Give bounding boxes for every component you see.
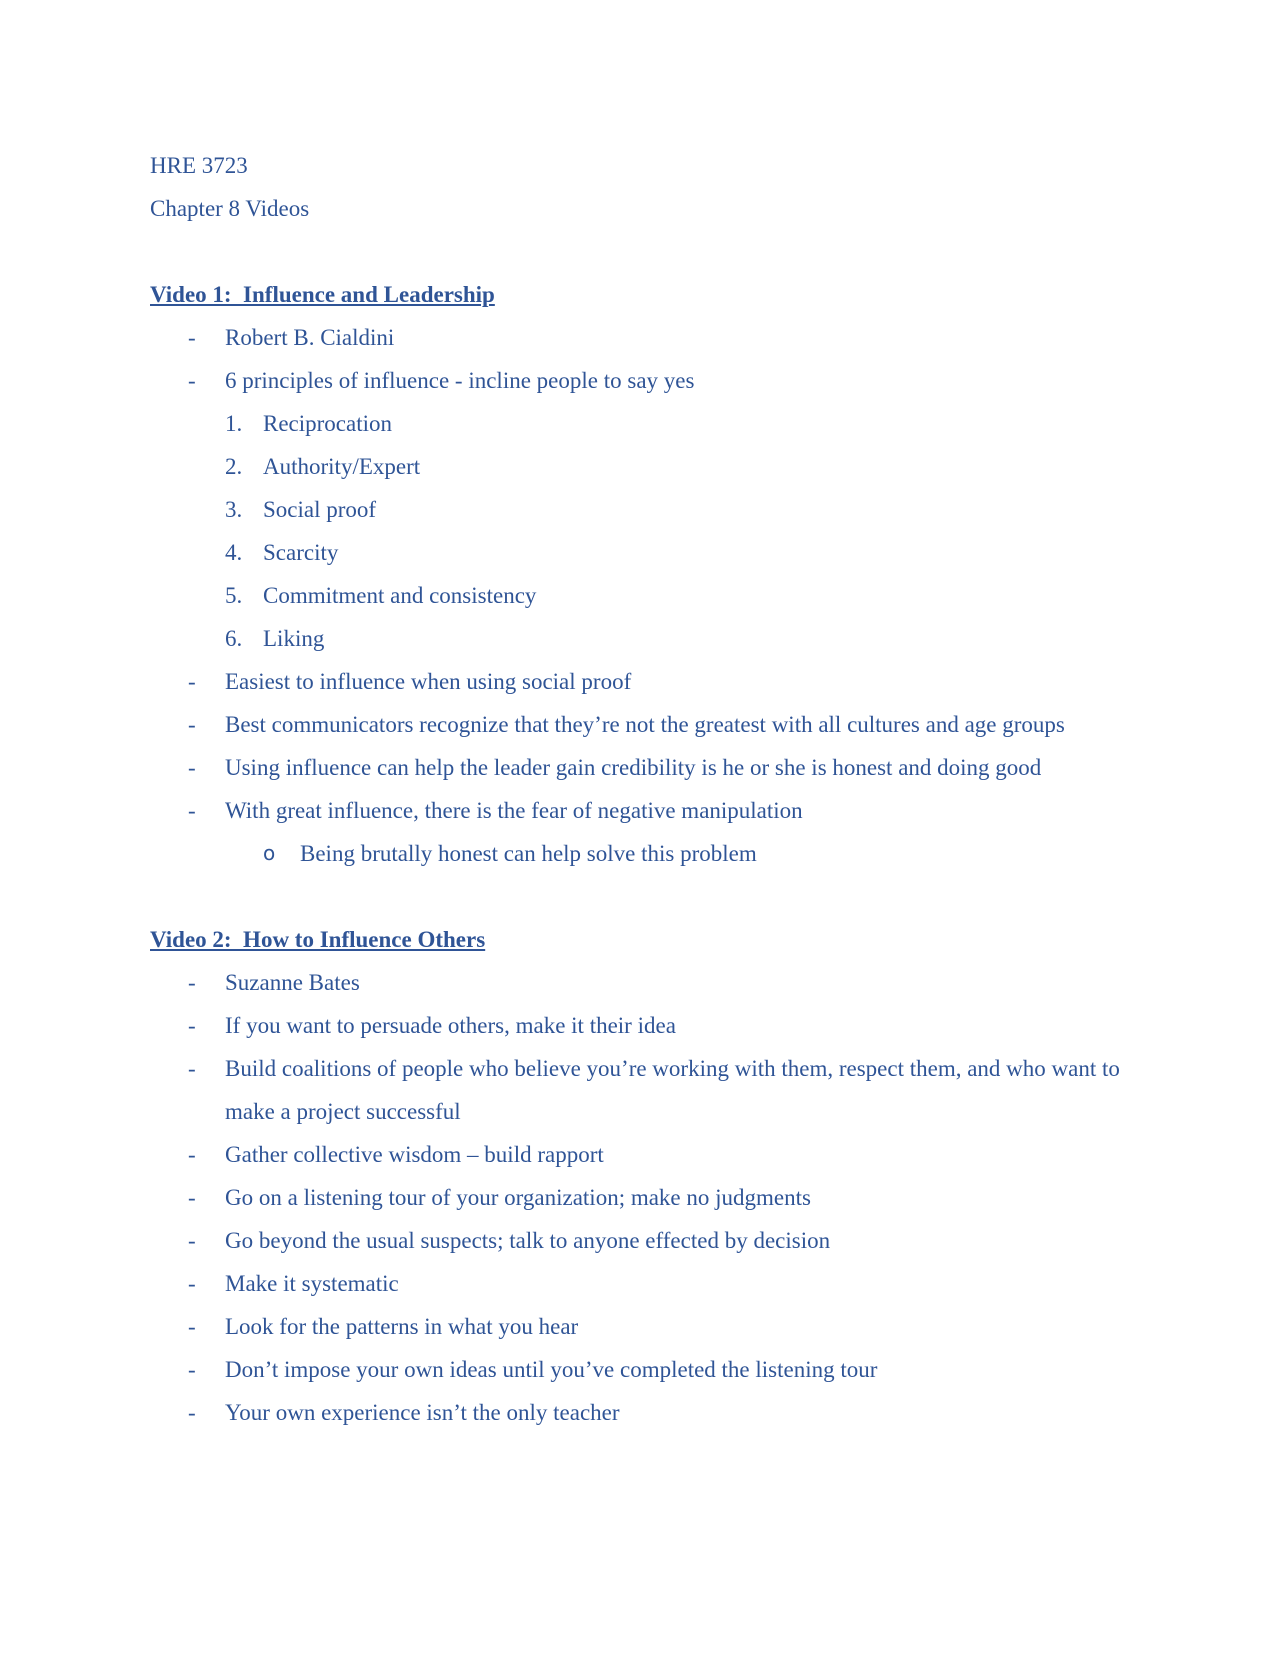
dash-marker: - — [188, 1271, 196, 1296]
list-item — [150, 746, 1130, 789]
list-item — [150, 316, 1130, 359]
principle-text: Social proof — [263, 497, 377, 522]
list-item-text: Best communicators recognize that they’re not the greatest with all cultures and age groups — [225, 712, 1065, 737]
list-item — [150, 359, 1130, 402]
sub-list-item-text: Being brutally honest can help solve this problem — [300, 841, 757, 866]
list-item-text: Don’t impose your own ideas until you’ve completed the listening tour — [225, 1357, 878, 1382]
dash-marker: - — [188, 1142, 196, 1167]
number-marker: 2. — [225, 454, 243, 479]
list-item-text: Go beyond the usual suspects; talk to anyone effected by decision — [225, 1228, 831, 1253]
dash-marker: - — [188, 970, 196, 995]
principle-item — [150, 617, 1130, 660]
circle-bullet-marker: o — [263, 841, 276, 865]
principle-text: Reciprocation — [263, 411, 393, 436]
list-item — [150, 1391, 1130, 1434]
list-item-text: With great influence, there is the fear of negative manipulation — [225, 798, 803, 823]
sub-list-item — [150, 832, 1130, 875]
dash-marker: - — [188, 1400, 196, 1425]
dash-marker: - — [188, 1314, 196, 1339]
number-marker: 6. — [225, 626, 243, 651]
list-item-text: Easiest to influence when using social proof — [225, 669, 632, 694]
chapter-title: Chapter 8 Videos — [150, 196, 310, 221]
list-item — [150, 789, 1130, 832]
principle-text: Liking — [263, 626, 325, 651]
spacer — [150, 230, 1130, 273]
dash-marker: - — [188, 325, 196, 350]
video2-heading: Video 2: How to Influence Others — [150, 927, 486, 952]
dash-marker: - — [188, 1357, 196, 1382]
principle-item — [150, 531, 1130, 574]
list-item — [150, 1047, 1130, 1133]
list-item — [150, 1348, 1130, 1391]
number-marker: 4. — [225, 540, 243, 565]
list-item-text: Suzanne Bates — [225, 970, 360, 995]
principle-item — [150, 488, 1130, 531]
dash-marker: - — [188, 712, 196, 737]
list-item — [150, 1262, 1130, 1305]
list-item — [150, 961, 1130, 1004]
principle-text: Scarcity — [263, 540, 339, 565]
principle-item — [150, 402, 1130, 445]
list-item — [150, 1133, 1130, 1176]
list-item-text: Your own experience isn’t the only teacher — [225, 1400, 620, 1425]
list-item-text: Gather collective wisdom – build rapport — [225, 1142, 604, 1167]
list-item-text: Go on a listening tour of your organization; make no judgments — [225, 1185, 811, 1210]
list-item-text: Robert B. Cialdini — [225, 325, 395, 350]
list-item — [150, 1305, 1130, 1348]
principle-item — [150, 574, 1130, 617]
dash-marker: - — [188, 1013, 196, 1038]
list-item — [150, 703, 1130, 746]
list-item — [150, 1219, 1130, 1262]
principle-text: Authority/Expert — [263, 454, 421, 479]
dash-marker: - — [188, 798, 196, 823]
list-item-text: Look for the patterns in what you hear — [225, 1314, 579, 1339]
principle-item — [150, 445, 1130, 488]
list-item-text: Build coalitions of people who believe you’re working with them, respect them, and who want to make a project successful — [225, 1056, 1120, 1124]
course-code: HRE 3723 — [150, 153, 248, 178]
dash-marker: - — [188, 669, 196, 694]
number-marker: 1. — [225, 411, 243, 436]
spacer — [150, 875, 1130, 918]
list-item-text: If you want to persuade others, make it their idea — [225, 1013, 676, 1038]
list-item — [150, 660, 1130, 703]
list-item-text: Make it systematic — [225, 1271, 399, 1296]
number-marker: 3. — [225, 497, 243, 522]
list-item — [150, 1176, 1130, 1219]
dash-marker: - — [188, 1185, 196, 1210]
document-page — [150, 144, 1130, 1434]
video1-heading: Video 1: Influence and Leadership — [150, 282, 495, 307]
dash-marker: - — [188, 1228, 196, 1253]
number-marker: 5. — [225, 583, 243, 608]
dash-marker: - — [188, 368, 196, 393]
list-item — [150, 1004, 1130, 1047]
principle-text: Commitment and consistency — [263, 583, 537, 608]
dash-marker: - — [188, 755, 196, 780]
dash-marker: - — [188, 1056, 196, 1081]
list-item-text: 6 principles of influence - incline people to say yes — [225, 368, 695, 393]
list-item-text: Using influence can help the leader gain credibility is he or she is honest and doing good — [225, 755, 1042, 780]
